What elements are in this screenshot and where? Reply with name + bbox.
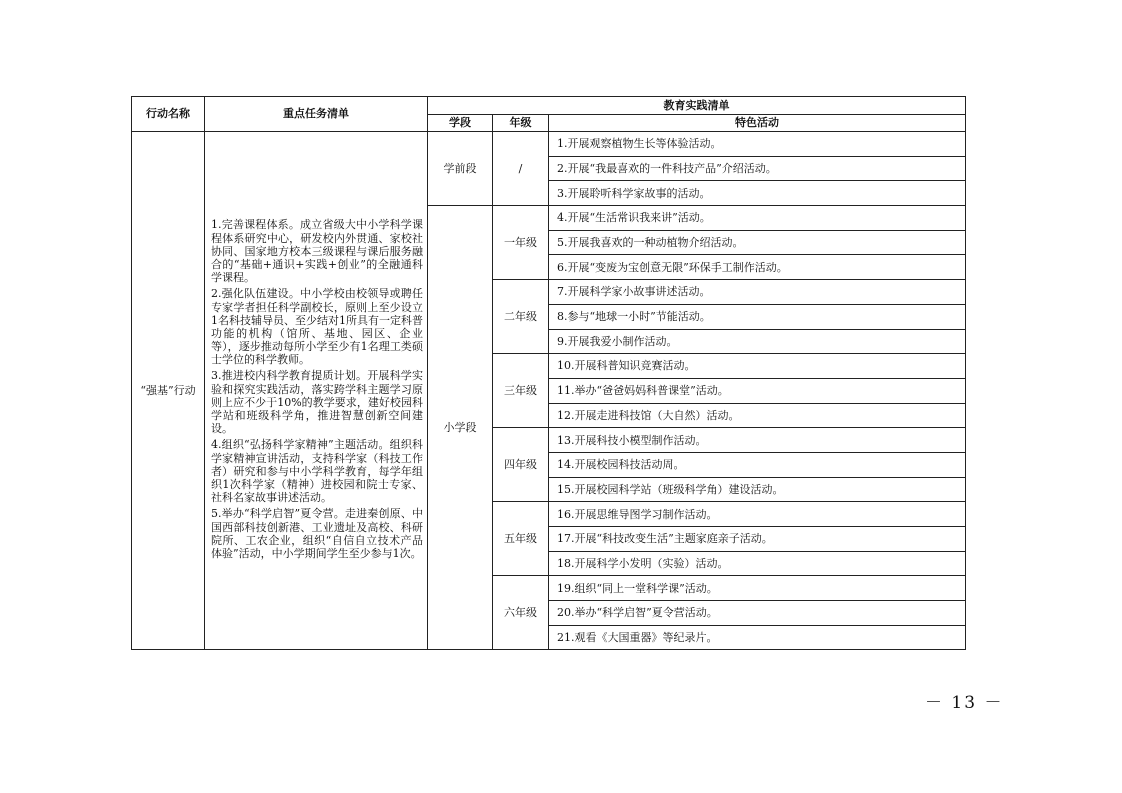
stage-primary: 小学段 <box>428 206 493 650</box>
activity-cell: 7.开展科学家小故事讲述活动。 <box>549 280 966 305</box>
activity-cell: 10.开展科普知识竞赛活动。 <box>549 354 966 379</box>
header-action-name: 行动名称 <box>132 97 205 132</box>
page-number: － 13 － <box>925 693 1004 713</box>
activity-cell: 14.开展校园科技活动周。 <box>549 452 966 477</box>
grade-cell: 一年级 <box>493 206 549 280</box>
activity-cell: 2.开展“我最喜欢的一件科技产品”介绍活动。 <box>549 156 966 181</box>
activity-cell: 17.开展“科技改变生活”主题家庭亲子活动。 <box>549 527 966 552</box>
activity-cell: 13.开展科技小模型制作活动。 <box>549 428 966 453</box>
activity-cell: 4.开展“生活常识我来讲”活动。 <box>549 206 966 231</box>
activity-cell: 6.开展“变废为宝创意无限”环保手工制作活动。 <box>549 255 966 280</box>
activity-cell: 20.举办“科学启智”夏令营活动。 <box>549 601 966 626</box>
header-row-1 <box>132 97 966 115</box>
task-item: 4.组织“弘扬科学家精神”主题活动。组织科学家精神宣讲活动，支持科学家（科技工作者）研究和参与中小学科学教育，每学年组织1次科学家（精神）进校园和院士专家、社科名家故事讲述活动。 <box>211 438 423 505</box>
task-item: 2.强化队伍建设。中小学校由校领导或聘任专家学者担任科学副校长，原则上至少设立1名科技辅导员、至少结对1所具有一定科普功能的机构（馆所、基地、园区、企业等），逐步推动每所小学至少有1名理工类硕士学位的科学教师。 <box>211 287 423 367</box>
activity-cell: 12.开展走进科技馆（大自然）活动。 <box>549 403 966 428</box>
header-grade: 年级 <box>493 115 549 132</box>
practice-table <box>131 96 966 650</box>
grade-cell: 二年级 <box>493 280 549 354</box>
grade-cell: 三年级 <box>493 354 549 428</box>
task-item: 5.举办“科学启智”夏令营。走进秦创原、中国西部科技创新港、工业遗址及高校、科研院所、工农企业，组织“自信自立技术产品体验”活动，中小学期间学生至少参与1次。 <box>211 507 423 560</box>
table-row <box>132 132 966 157</box>
activity-cell: 18.开展科学小发明（实验）活动。 <box>549 551 966 576</box>
header-stage: 学段 <box>428 115 493 132</box>
header-practice-list: 教育实践清单 <box>428 97 966 115</box>
activity-cell: 21.观看《大国重器》等纪录片。 <box>549 625 966 650</box>
header-activity: 特色活动 <box>549 115 966 132</box>
grade-cell: 五年级 <box>493 502 549 576</box>
grade-preschool: / <box>493 132 549 206</box>
activity-cell: 3.开展聆听科学家故事的活动。 <box>549 181 966 206</box>
activity-cell: 11.举办“爸爸妈妈科普课堂”活动。 <box>549 378 966 403</box>
activity-cell: 19.组织“同上一堂科学课”活动。 <box>549 576 966 601</box>
grade-cell: 四年级 <box>493 428 549 502</box>
activity-cell: 8.参与“地球一小时”节能活动。 <box>549 304 966 329</box>
action-name-cell: “强基”行动 <box>132 132 205 650</box>
activity-cell: 9.开展我爱小制作活动。 <box>549 329 966 354</box>
task-item: 1.完善课程体系。成立省级大中小学科学课程体系研究中心，研发校内外贯通、家校社协同、国家地方校本三级课程与课后服务融合的“基础+通识+实践+创业”的全融通科学课程。 <box>211 218 423 285</box>
header-task-list: 重点任务清单 <box>205 97 428 132</box>
activity-cell: 15.开展校园科学站（班级科学角）建设活动。 <box>549 477 966 502</box>
table-body <box>132 132 966 650</box>
task-item: 3.推进校内科学教育提质计划。开展科学实验和探究实践活动，落实跨学科主题学习原则上应不少于10%的教学要求，建好校园科学站和班级科学角，推进智慧创新空间建设。 <box>211 369 423 436</box>
task-list-cell <box>205 132 428 650</box>
activity-cell: 16.开展思维导图学习制作活动。 <box>549 502 966 527</box>
activity-cell: 5.开展我喜欢的一种动植物介绍活动。 <box>549 230 966 255</box>
activity-cell: 1.开展观察植物生长等体验活动。 <box>549 132 966 157</box>
stage-preschool: 学前段 <box>428 132 493 206</box>
grade-cell: 六年级 <box>493 576 549 650</box>
